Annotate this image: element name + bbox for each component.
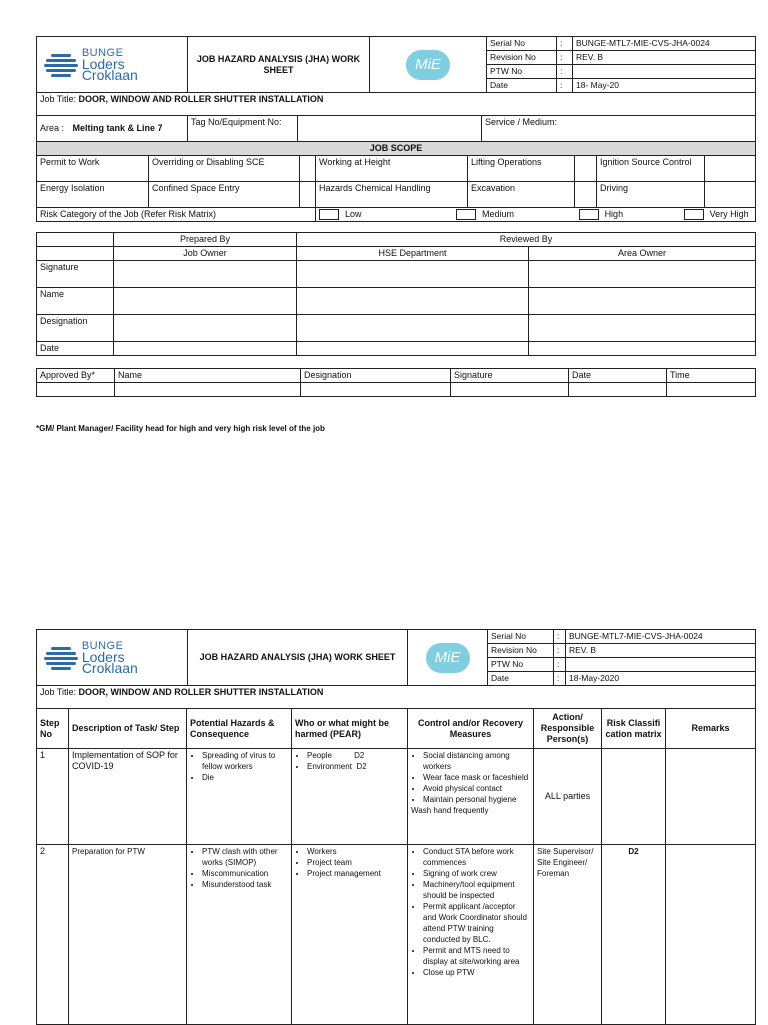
scope-ignition-source: Ignition Source Control [597, 156, 705, 182]
scope-overriding-sce: Overriding or Disabling SCE [149, 156, 300, 182]
company-logo [37, 37, 188, 93]
scope-lifting-operations: Lifting Operations [468, 156, 575, 182]
col-remarks: Remarks [666, 709, 756, 749]
name-row-label: Name [37, 288, 114, 315]
risk-high-checkbox[interactable] [579, 209, 599, 220]
approval-name-field[interactable] [115, 383, 301, 397]
risk-very-high-checkbox[interactable] [684, 209, 704, 220]
hse-department-label: HSE Department [297, 247, 529, 261]
scope-energy-isolation: Energy Isolation [37, 182, 149, 208]
date-value-2: 18-May-2020 [566, 672, 756, 686]
serial-label: Serial No [487, 37, 557, 51]
date-field[interactable] [529, 342, 756, 356]
revision-label: Revision No [487, 51, 557, 65]
job-scope-table [36, 141, 756, 222]
sheet-title-2: JOB HAZARD ANALYSIS (JHA) WORK SHEET [188, 630, 408, 686]
footnote: *GM/ Plant Manager/ Facility head for high and very high risk level of the job [36, 424, 325, 433]
job-scope-title: JOB SCOPE [37, 142, 756, 156]
designation-field[interactable] [529, 315, 756, 342]
bunge-logo-icon [44, 51, 78, 79]
risk-levels: Low Medium High Very High [316, 208, 756, 222]
signoff-table [36, 232, 756, 356]
date-value: 18- May-20 [573, 79, 756, 93]
name-field[interactable] [297, 288, 529, 315]
prepared-by-label: Prepared By [114, 233, 297, 247]
reviewed-by-label: Reviewed By [297, 233, 756, 247]
approval-time-field[interactable] [667, 383, 756, 397]
scope-driving: Driving [597, 182, 705, 208]
scope-checkbox[interactable] [300, 182, 316, 208]
approval-signature-field[interactable] [451, 383, 569, 397]
date-label: Date [487, 79, 557, 93]
col-controls: Control and/or Recovery Measures [408, 709, 534, 749]
tag-value[interactable] [298, 116, 482, 142]
col-risk: Risk Classification matrix [602, 709, 666, 749]
approval-signature-label: Signature [451, 369, 569, 383]
scope-checkbox[interactable] [300, 156, 316, 182]
designation-field[interactable] [297, 315, 529, 342]
scope-working-at-height: Working at Height [316, 156, 468, 182]
signature-row-label: Signature [37, 261, 114, 288]
name-field[interactable] [529, 288, 756, 315]
signature-field[interactable] [529, 261, 756, 288]
risk-low-checkbox[interactable] [319, 209, 339, 220]
col-harmed: Who or what might be harmed (PEAR) [292, 709, 408, 749]
brand-loders-croklaan: Loders Croklaan [81, 56, 138, 83]
area-table [36, 115, 756, 142]
job-owner-label: Job Owner [114, 247, 297, 261]
company-logo-2: BUNGE Loders Croklaan [37, 630, 188, 686]
designation-row-label: Designation [37, 315, 114, 342]
scope-checkbox[interactable] [705, 156, 756, 182]
ptw-label: PTW No [487, 65, 557, 79]
revision-value: REV. B [573, 51, 756, 65]
serial-value: BUNGE-MTL7-MIE-CVS-JHA-0024 [573, 37, 756, 51]
table-row: 2 Preparation for PTW • PTW clash with other works (SIMOP) • Miscommunication • Misunderstood task • Workers • Project team • Project management • Conduct STA before work commences • Signing of work crew • Machinery/tool equipment should be inspected • Permit applicant /acceptor and Work Coordinator should attend PTW training conducted by BLC. • Permit and MTS need to display at site/working area • Close up PTW Site Supervisor/ Site Engineer/ Foreman D2 [37, 845, 756, 1025]
col-action: Action/ Responsible Person(s) [534, 709, 602, 749]
sheet-title: JOB HAZARD ANALYSIS (JHA) WORK SHEET [188, 37, 370, 93]
jha-header-table: BUNGE Loders Croklaan JOB HAZARD ANALYSIS (JHA) WORK SHEET MiE Serial No : BUNGE-MTL7-MIE-CVS-JHA-0024 Revision No : REV. B PTW No : Date : 18- May-20 Job Title: DOOR, WINDOW AND ROLLER SHUTTER INSTALLATION [36, 36, 756, 116]
area-value: Melting tank & Line 7 [72, 123, 163, 133]
approval-designation-field[interactable] [301, 383, 451, 397]
mie-badge-2: MiE [408, 630, 488, 686]
approval-table [36, 368, 756, 397]
date-field[interactable] [114, 342, 297, 356]
brand-bunge: BUNGE [81, 47, 124, 59]
table-row: 1 Implementation of SOP for COVID-19 • Spreading of virus to fellow workers • Die • People D2 • Environment D2 • Social distancing among workers • Wear face mask or faceshield • Avoid physical contact • Maintain personal hygiene Wash hand frequently ALL parties [37, 749, 756, 845]
approval-name-label: Name [115, 369, 301, 383]
scope-excavation: Excavation [468, 182, 575, 208]
bunge-logo-icon [44, 644, 78, 672]
service-label: Service / Medium: [482, 116, 756, 142]
job-title-row-2: Job Title: DOOR, WINDOW AND ROLLER SHUTTER INSTALLATION [37, 686, 756, 709]
area-label: Area : [40, 123, 65, 133]
date-row-label: Date [37, 342, 114, 356]
risk-medium-checkbox[interactable] [456, 209, 476, 220]
tag-label: Tag No/Equipment No: [188, 116, 298, 142]
job-title-row: Job Title: DOOR, WINDOW AND ROLLER SHUTTER INSTALLATION [37, 93, 756, 116]
job-title: DOOR, WINDOW AND ROLLER SHUTTER INSTALLATION [78, 94, 324, 104]
approved-by-label: Approved By* [37, 369, 115, 383]
jha-page-1 [36, 36, 756, 397]
steps-table [36, 708, 756, 1025]
signature-field[interactable] [297, 261, 529, 288]
jha-header-table-2: BUNGE Loders Croklaan JOB HAZARD ANALYSIS (JHA) WORK SHEET MiE Serial No : BUNGE-MTL7-MIE-CVS-JHA-0024 Revision No : REV. B PTW No : Date : 18-May-2020 Job Title: DOOR, WINDOW AND ROLLER SHUTTER INSTALLATION [36, 629, 756, 709]
designation-field[interactable] [114, 315, 297, 342]
jha-page-2 [36, 629, 756, 1025]
scope-chemical-handling: Hazards Chemical Handling [316, 182, 468, 208]
scope-permit-to-work: Permit to Work [37, 156, 149, 182]
scope-confined-space: Confined Space Entry [149, 182, 300, 208]
date-field[interactable] [297, 342, 529, 356]
ptw-value [573, 65, 756, 79]
col-step-no: Step No [37, 709, 69, 749]
approval-designation-label: Designation [301, 369, 451, 383]
serial-value-2: BUNGE-MTL7-MIE-CVS-JHA-0024 [566, 630, 756, 644]
signature-field[interactable] [114, 261, 297, 288]
approval-date-field[interactable] [569, 383, 667, 397]
risk-category-label: Risk Category of the Job (Refer Risk Matrix) [37, 208, 316, 222]
approval-date-label: Date [569, 369, 667, 383]
area-owner-label: Area Owner [529, 247, 756, 261]
scope-checkbox[interactable] [575, 156, 597, 182]
col-hazards: Potential Hazards & Consequence [187, 709, 292, 749]
mie-badge: MiE [370, 37, 487, 93]
scope-checkbox[interactable] [705, 182, 756, 208]
approval-time-label: Time [667, 369, 756, 383]
scope-checkbox[interactable] [575, 182, 597, 208]
name-field[interactable] [114, 288, 297, 315]
col-description: Description of Task/ Step [69, 709, 187, 749]
